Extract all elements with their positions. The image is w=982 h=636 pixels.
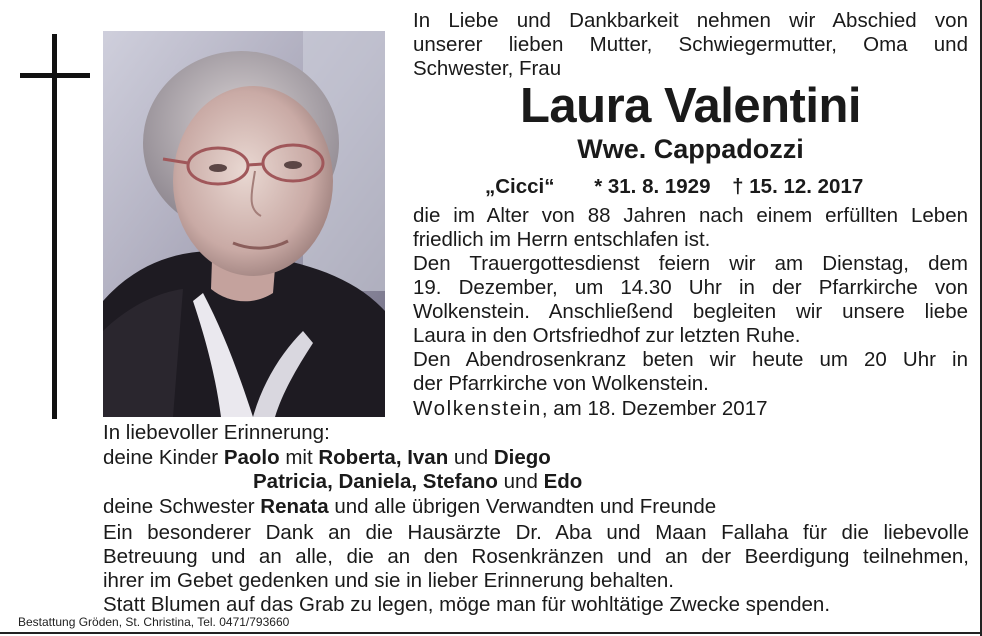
cross-vertical-bar bbox=[52, 34, 57, 419]
child-name: Paolo bbox=[223, 445, 280, 469]
portrait-photo bbox=[103, 31, 385, 417]
portrait-illustration bbox=[103, 31, 385, 417]
date: , am 18. Dezember 2017 bbox=[541, 397, 768, 420]
children-prefix: deine Kinder bbox=[103, 445, 224, 469]
announcement-line: Den Abendrosenkranz beten wir heute um 20 Uhr in bbox=[413, 348, 968, 371]
sister-prefix: deine Schwester bbox=[103, 494, 261, 518]
funeral-home-footer: Bestattung Gröden, St. Christina, Tel. 0471/793660 bbox=[18, 615, 290, 629]
intro-line-1: In Liebe und Dankbarkeit nehmen wir Abschied von bbox=[413, 9, 968, 32]
deceased-name: Laura Valentini bbox=[519, 79, 862, 133]
thanks-line: Betreuung und an alle, die an den Rosenkränzen und an der Beerdigung teilnehmen, bbox=[103, 545, 969, 568]
sister-suffix: und alle übrigen Verwandten und Freunde bbox=[328, 494, 717, 518]
sister-line bbox=[103, 495, 973, 520]
announcement-text bbox=[413, 204, 968, 396]
intro-line-2: unserer lieben Mutter, Schwiegermutter, Oma und bbox=[413, 33, 968, 56]
life-dates bbox=[485, 174, 925, 200]
birth-date: * 31. 8. 1929 bbox=[594, 175, 711, 198]
deceased-maiden-name: Wwe. Cappadozzi bbox=[577, 134, 804, 164]
sister-name: Renata bbox=[260, 494, 329, 518]
announcement-line: Den Trauergottesdienst feiern wir am Dienstag, dem bbox=[413, 252, 968, 275]
place: Wolkenstein bbox=[413, 397, 542, 420]
announcement-line: friedlich im Herrn entschlafen ist. bbox=[413, 228, 711, 251]
death-date: † 15. 12. 2017 bbox=[732, 175, 864, 198]
conjunction: mit bbox=[279, 445, 319, 469]
frame-border-bottom bbox=[0, 632, 982, 634]
family-name: Edo bbox=[543, 470, 583, 493]
place-and-date bbox=[413, 396, 968, 422]
family-names: Roberta, Ivan bbox=[318, 445, 449, 469]
remembrance-section bbox=[103, 421, 973, 519]
nickname: „Cicci“ bbox=[485, 175, 555, 198]
conjunction: und bbox=[497, 470, 544, 493]
announcement-line: 19. Dezember, um 14.30 Uhr in der Pfarrkirche von bbox=[413, 276, 968, 299]
children-line-2 bbox=[103, 470, 973, 495]
announcement-line: die im Alter von 88 Jahren nach einem erfüllten Leben bbox=[413, 204, 968, 227]
intro-line-3: Schwester, Frau bbox=[413, 57, 562, 80]
announcement-line: Laura in den Ortsfriedhof zur letzten Ruhe. bbox=[413, 324, 801, 347]
family-names: Patricia, Daniela, Stefano bbox=[253, 470, 498, 493]
family-name: Diego bbox=[493, 445, 551, 469]
thanks-line: ihrer im Gebet gedenken und sie in lieber Erinnerung behalten. bbox=[103, 569, 674, 592]
thanks-line: Statt Blumen auf das Grab zu legen, möge man für wohltätige Zwecke spenden. bbox=[103, 593, 831, 616]
children-line-1 bbox=[103, 446, 973, 471]
thanks-text bbox=[103, 521, 969, 617]
thanks-line: Ein besonderer Dank an die Hausärzte Dr. Aba und Maan Fallaha für die liebevolle bbox=[103, 521, 969, 544]
remembrance-heading: In liebevoller Erinnerung: bbox=[103, 421, 330, 444]
conjunction: und bbox=[448, 445, 494, 469]
announcement-line: Wolkenstein. Anschließend begleiten wir unsere liebe bbox=[413, 300, 968, 323]
intro-text bbox=[413, 9, 968, 81]
announcement-line: der Pfarrkirche von Wolkenstein. bbox=[413, 372, 709, 395]
cross-horizontal-bar bbox=[20, 73, 90, 78]
